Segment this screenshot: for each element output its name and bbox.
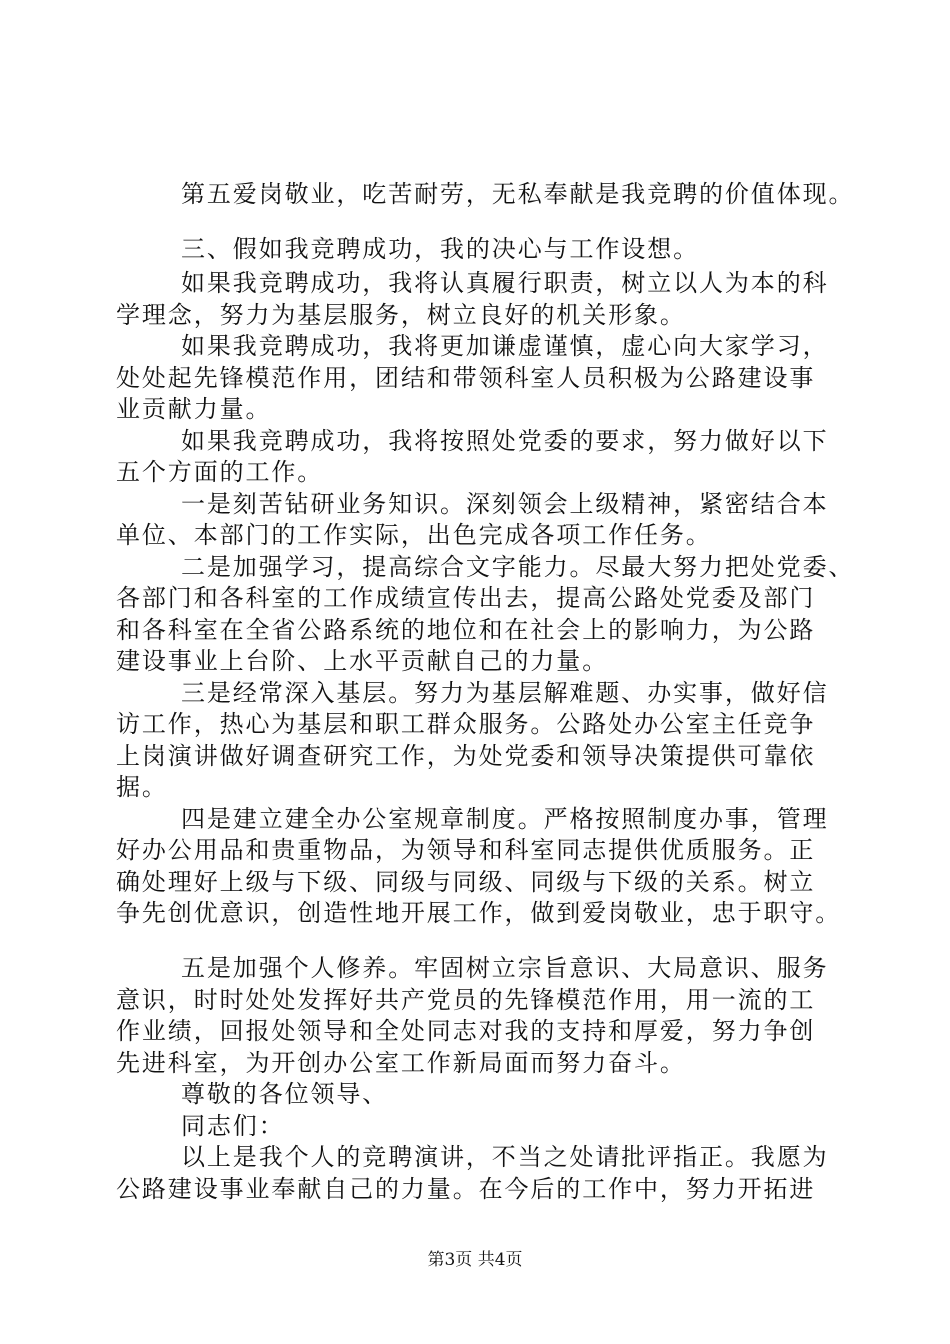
text-line: 五是加强个人修养。牢固树立宗旨意识、大局意识、服务 [181,954,829,982]
text-line: 第五爱岗敬业，吃苦耐劳，无私奉献是我竞聘的价值体现。 [181,180,855,208]
text-line: 尊敬的各位领导、 [181,1080,389,1108]
text-line: 如果我竞聘成功，我将按照处党委的要求，努力做好以下 [181,427,829,455]
page-number-footer: 第3页 共4页 [427,1250,523,1270]
text-line: 二是加强学习，提高综合文字能力。尽最大努力把处党委、 [181,553,855,581]
text-line: 同志们： [181,1112,285,1140]
text-line: 三是经常深入基层。努力为基层解难题、办实事，做好信 [181,679,829,707]
text-line: 和各科室在全省公路系统的地位和在社会上的影响力，为公路 [116,616,816,644]
text-line: 据。 [116,773,168,801]
text-line: 访工作，热心为基层和职工群众服务。公路处办公室主任竞争 [116,710,816,738]
text-line: 好办公用品和贵重物品，为领导和科室同志提供优质服务。正 [116,836,816,864]
text-line: 业贡献力量。 [116,395,272,423]
text-line: 如果我竞聘成功，我将认真履行职责，树立以人为本的科 [181,269,829,297]
text-line: 处处起先锋模范作用，团结和带领科室人员积极为公路建设事 [116,364,816,392]
text-line: 单位、本部门的工作实际，出色完成各项工作任务。 [116,521,712,549]
text-line: 先进科室，为开创办公室工作新局面而努力奋斗。 [116,1049,686,1077]
text-line: 意识，时时处处发挥好共产党员的先锋模范作用，用一流的工 [116,986,816,1014]
text-line: 四是建立建全办公室规章制度。严格按照制度办事，管理 [181,805,829,833]
text-line: 建设事业上台阶、上水平贡献自己的力量。 [116,647,609,675]
text-line: 如果我竞聘成功，我将更加谦虚谨慎，虚心向大家学习， [181,332,829,360]
text-line: 一是刻苦钻研业务知识。深刻领会上级精神，紧密结合本 [181,490,829,518]
text-line: 各部门和各科室的工作成绩宣传出去，提高公路处党委及部门 [116,584,816,612]
text-line: 作业绩，回报处领导和全处同志对我的支持和厚爱，努力争创 [116,1017,816,1045]
text-line: 上岗演讲做好调查研究工作，为处党委和领导决策提供可靠依 [116,742,816,770]
text-line: 五个方面的工作。 [116,458,324,486]
text-line: 公路建设事业奉献自己的力量。在今后的工作中，努力开拓进 [116,1175,816,1203]
text-line: 学理念，努力为基层服务，树立良好的机关形象。 [116,301,686,329]
text-line: 以上是我个人的竞聘演讲，不当之处请批评指正。我愿为 [181,1143,829,1171]
text-line: 争先创优意识，创造性地开展工作，做到爱岗敬业，忠于职守。 [116,899,842,927]
text-line: 三、假如我竞聘成功，我的决心与工作设想。 [181,235,699,263]
text-line: 确处理好上级与下级、同级与同级、同级与下级的关系。树立 [116,868,816,896]
